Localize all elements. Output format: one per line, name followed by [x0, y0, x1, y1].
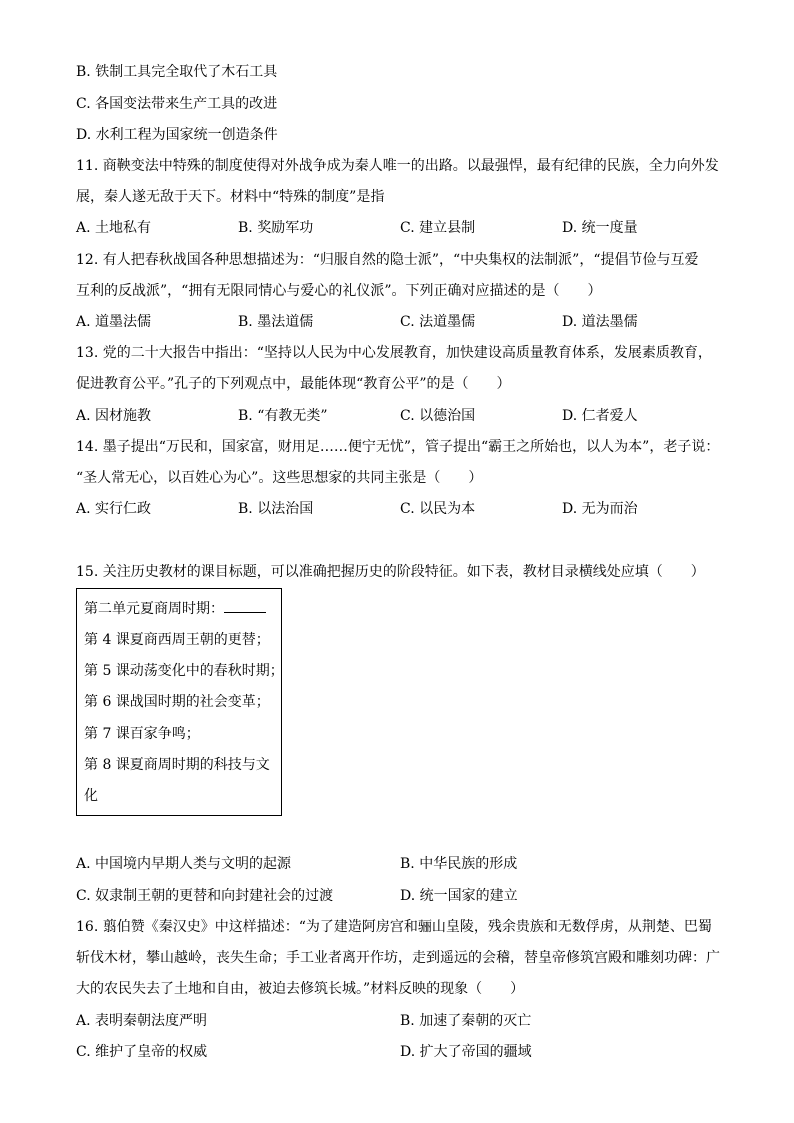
q16-option-b: B. 加速了秦朝的灭亡	[400, 1013, 532, 1029]
q12-option-d: D. 道法墨儒	[562, 314, 638, 330]
q15-table-lesson: 第 6 课战国时期的社会变革；	[84, 694, 270, 710]
q16-stem-line1: 16. 翦伯赞《秦汉史》中这样描述：“为了建造阿房宫和骊山皇陵，残余贵族和无数俘虏，从荆楚、巴蜀	[76, 919, 712, 935]
q16-options-row1	[76, 1012, 716, 1030]
q12-option-b: B. 墨法道儒	[238, 314, 314, 330]
q14-stem-line2: “圣人常无心，以百姓心为心”。这些思想家的共同主张是（ ）	[76, 470, 483, 486]
q16-stem-line3: 大的农民失去了土地和自由，被迫去修筑长城。”材料反映的现象（ ）	[76, 981, 525, 997]
q12-options	[76, 313, 716, 331]
q12-option-c: C. 法道墨儒	[400, 314, 476, 330]
q13-option-d: D. 仁者爱人	[562, 408, 638, 424]
q15-table-lesson: 第 7 课百家争鸣；	[84, 726, 200, 742]
q15-table	[76, 588, 282, 816]
q15-option-d: D. 统一国家的建立	[400, 888, 518, 904]
q15-table-lesson: 第 5 课动荡变化中的春秋时期；	[84, 663, 284, 679]
q16-options-row2	[76, 1043, 716, 1061]
q16-option-c: C. 维护了皇帝的权威	[76, 1044, 208, 1060]
q12-stem-line2: 互利的反战派”，“拥有无限同情心与爱心的礼仪派”。下列正确对应描述的是（ ）	[76, 283, 602, 299]
q15-options-row1	[76, 855, 716, 873]
q15-table-unit-text: 第二单元夏商周时期：	[84, 601, 224, 617]
q11-option-d: D. 统一度量	[562, 220, 638, 236]
q13-option-b: B. “有教无类”	[238, 408, 328, 424]
q14-option-c: C. 以民为本	[400, 501, 476, 517]
q14-options	[76, 500, 716, 518]
q16-option-a: A. 表明秦朝法度严明	[76, 1013, 208, 1029]
q15-table-unit	[84, 600, 266, 618]
q10-option-b: B. 铁制工具完全取代了木石工具	[76, 64, 278, 80]
q16-option-d: D. 扩大了帝国的疆域	[400, 1044, 532, 1060]
q11-stem-line1: 11. 商鞅变法中特殊的制度使得对外战争成为秦人唯一的出路。以最强悍，最有纪律的民族，全力向外发	[76, 158, 719, 174]
q10-option-d: D. 水利工程为国家统一创造条件	[76, 127, 278, 143]
q13-options	[76, 407, 716, 425]
q13-option-a: A. 因材施教	[76, 408, 152, 424]
q15-options-row2	[76, 887, 716, 905]
q11-options	[76, 219, 716, 237]
q13-stem-line2: 促进教育公平。”孔子的下列观点中，最能体现“教育公平”的是（ ）	[76, 376, 511, 392]
q10-option-c: C. 各国变法带来生产工具的改进	[76, 96, 278, 112]
q16-stem-line2: 斩伐木材，攀山越岭，丧失生命；手工业者离开作坊，走到遥远的会稽，替皇帝修筑宫殿和雕刻功碑：广	[76, 950, 720, 966]
q11-option-c: C. 建立县制	[400, 220, 476, 236]
answer-blank	[224, 600, 266, 613]
q15-table-lesson: 第 8 课夏商周时期的科技与文	[84, 757, 270, 773]
q14-stem-line1: 14. 墨子提出“万民和，国家富，财用足……便宁无忧”，管子提出“霸王之所始也，以人为本”，老子说：	[76, 439, 720, 455]
q15-option-c: C. 奴隶制王朝的更替和向封建社会的过渡	[76, 888, 334, 904]
q11-stem-line2: 展，秦人遂无敌于天下。材料中“特殊的制度”是指	[76, 189, 385, 205]
q11-option-b: B. 奖励军功	[238, 220, 314, 236]
q12-stem-line1: 12. 有人把春秋战国各种思想描述为：“归服自然的隐士派”，“中央集权的法制派”，“提倡节俭与互爱	[76, 252, 699, 268]
q15-table-lesson: 第 4 课夏商西周王朝的更替；	[84, 632, 270, 648]
q14-option-b: B. 以法治国	[238, 501, 314, 517]
q14-option-d: D. 无为而治	[562, 501, 638, 517]
q12-option-a: A. 道墨法儒	[76, 314, 152, 330]
q11-option-a: A. 土地私有	[76, 220, 152, 236]
q15-table-lesson: 化	[84, 788, 98, 804]
q13-option-c: C. 以德治国	[400, 408, 476, 424]
q15-option-a: A. 中国境内早期人类与文明的起源	[76, 856, 292, 872]
q14-option-a: A. 实行仁政	[76, 501, 152, 517]
q13-stem-line1: 13. 党的二十大报告中指出：“坚持以人民为中心发展教育，加快建设高质量教育体系，发展素质教育，	[76, 345, 712, 361]
q15-stem: 15. 关注历史教材的课目标题，可以准确把握历史的阶段特征。如下表，教材目录横线处应填（ ）	[76, 564, 705, 580]
q15-option-b: B. 中华民族的形成	[400, 856, 518, 872]
